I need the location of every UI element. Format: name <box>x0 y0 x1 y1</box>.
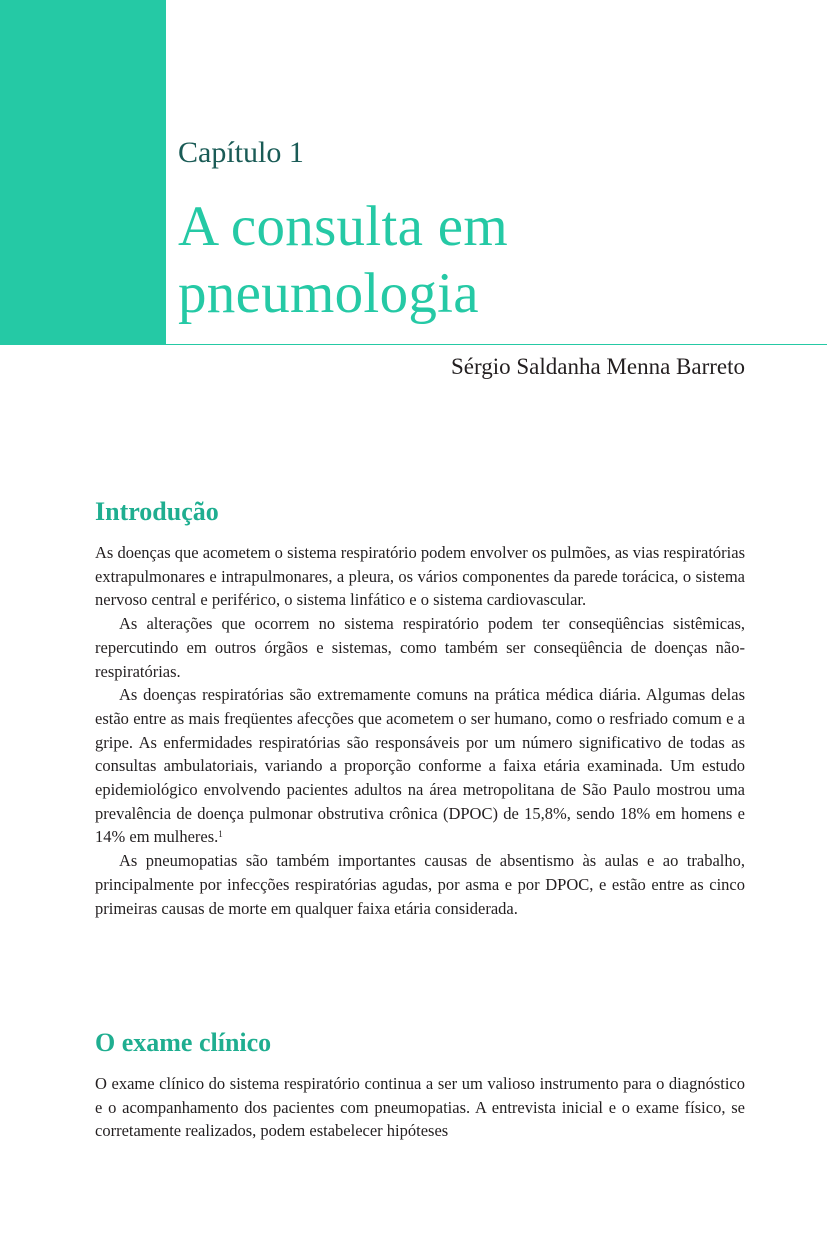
paragraph-text: As doenças respiratórias são extremamente comuns na prática médica diária. Algumas delas estão entre as mais freqüentes afecções que acometem o ser humano, como o resfriado comum e a gripe. As enfermidades respiratórias são responsáveis por um número significativo de todas as consultas ambulatoriais, variando a proporção conforme a faixa etária examinada. Um estudo epidemiológico envolvendo pacientes adultos na área metropolitana de São Paulo mostrou uma prevalência de doença pulmonar obstrutiva crônica (DPOC) de 15,8%, sendo 18% em homens e 14% em mulheres. <box>95 685 745 847</box>
chapter-label: Capítulo 1 <box>178 136 304 169</box>
section-body-introducao <box>95 541 745 920</box>
chapter-title-line-1: A consulta em <box>178 195 509 258</box>
section-heading-introducao: Introdução <box>95 497 219 526</box>
paragraph: As pneumopatias são também importantes causas de absentismo às aulas e ao trabalho, principalmente por infecções respiratórias agudas, por asma e por DPOC, e estão entre as cinco primeiras causas de morte em qualquer faixa etária considerada. <box>95 851 745 918</box>
chapter-title-line-2: pneumologia <box>178 262 479 325</box>
section-body-exame-clinico <box>95 1072 745 1143</box>
section-heading-exame-clinico: O exame clínico <box>95 1028 272 1057</box>
paragraph: As doenças que acometem o sistema respiratório podem envolver os pulmões, as vias respiratórias extrapulmonares e intrapulmonares, a pleura, os vários componentes da parede torácica, o sistema nervoso central e periférico, o sistema linfático e o sistema cardiovascular. <box>95 543 745 610</box>
footnote-reference: 1 <box>218 829 223 840</box>
paragraph-with-reference <box>95 683 745 849</box>
chapter-title <box>178 193 508 327</box>
header-rule <box>166 344 827 345</box>
chapter-color-block <box>0 0 166 345</box>
paragraph: O exame clínico do sistema respiratório continua a ser um valioso instrumento para o diagnóstico e o acompanhamento dos pacientes com pneumopatias. A entrevista inicial e o exame físico, se corretamente realizados, podem estabelecer hipóteses <box>95 1074 745 1141</box>
chapter-author: Sérgio Saldanha Menna Barreto <box>450 354 745 379</box>
paragraph: As alterações que ocorrem no sistema respiratório podem ter conseqüências sistêmicas, repercutindo em outros órgãos e sistemas, como também ser conseqüência de doenças não-respiratórias. <box>95 614 745 681</box>
